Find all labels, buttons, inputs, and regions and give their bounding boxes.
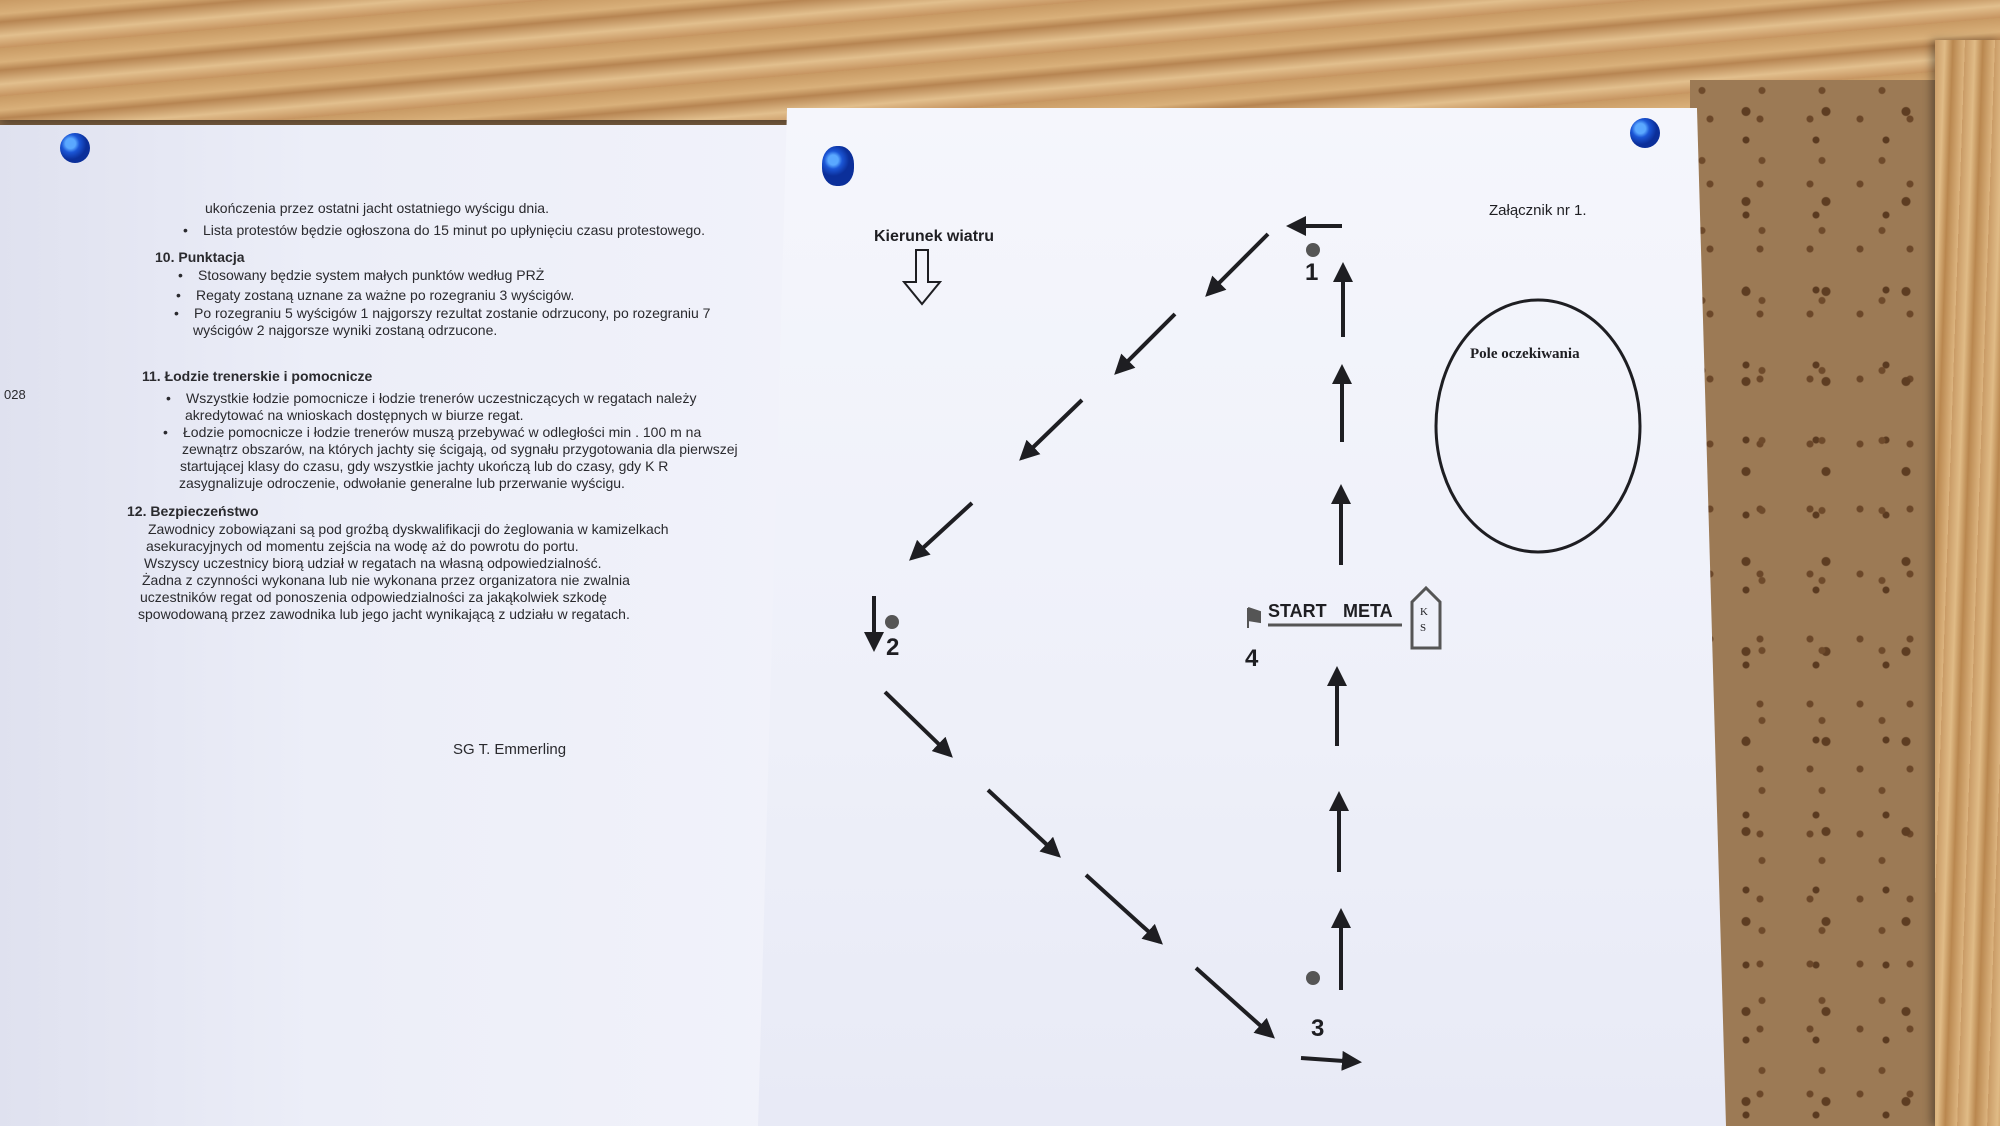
mark-2-label: 2 [886,634,900,661]
signature: SG T. Emmerling [453,741,567,758]
text-line: Zawodnicy zobowiązani są pod groźbą dyskwalifikacji do żeglowania w kamizelkach [148,521,669,537]
section-11-title: 11. Łodzie trenerskie i pomocnicze [142,368,373,384]
text-line: zasygnalizuje odroczenie, odwołanie generalne lub przerwanie wyścigu. [179,475,625,491]
course-arrow [1208,234,1268,294]
text-line: • Lista protestów będzie ogłoszona do 15 minut po upłynięciu czasu protestowego. [203,222,705,239]
text-line: uczestników regat od ponoszenia odpowiedzialności za jakąkolwiek szkodę [140,589,607,605]
course-arrow [912,503,972,558]
side-page-fragment: 028 [4,387,26,402]
text-line: • Regaty zostaną uznane za ważne po rozegraniu 3 wyścigów. [196,287,574,304]
committee-boat-letter: K [1420,606,1428,618]
text-line: zewnątrz obszarów, na których jachty się ścigają, od sygnału przygotowania dla pierwszej [182,441,738,457]
waiting-area-ellipse [1436,300,1640,552]
mark-3-buoy [1306,971,1320,985]
committee-boat-icon [1412,588,1440,648]
waiting-area-label: Pole oczekiwania [1470,346,1580,362]
text-line: • Wszystkie łodzie pomocnicze i łodzie trenerów uczestniczących w regatach należy [186,390,696,407]
mark-1-buoy [1306,243,1320,257]
course-arrow [1196,968,1272,1036]
wind-arrow-icon [904,250,940,304]
course-arrow [1086,875,1160,942]
text-line: startującej klasy do czasu, gdy wszystkie jachty ukończą lub do czasy, gdy K R [180,458,669,474]
text-line: wyścigów 2 najgorsze wyniki zostaną odrzucone. [193,322,498,338]
section-12-title: 12. Bezpieczeństwo [127,503,259,519]
text-line: • Łodzie pomocnicze i łodzie trenerów muszą przebywać w odległości min . 100 m na [183,424,701,441]
course-arrow [1022,400,1082,458]
committee-boat-letter: S [1420,622,1427,634]
text-line: asekuracyjnych od momentu zejścia na wodę aż do powrotu do portu. [146,538,579,554]
mark-3-label: 3 [1311,1015,1325,1042]
mark-2-buoy [885,615,899,629]
section-10-title: 10. Punktacja [155,249,245,265]
text-line: spowodowaną przez zawodnika lub jego jacht wynikającą z udziału w regatach. [138,606,630,622]
text-line: • Stosowany będzie system małych punktów według PRŻ [198,267,544,284]
wind-direction-label: Kierunek wiatru [874,228,995,245]
mark-1-label: 1 [1305,259,1319,286]
course-arrow [988,790,1058,855]
text-line: Żadna z czynności wykonana lub nie wykonana przez organizatora nie zwalnia [142,572,630,588]
attachment-label: Załącznik nr 1. [1489,202,1587,219]
mark-4-label: 4 [1245,645,1259,672]
text-line: • Po rozegraniu 5 wyścigów 1 najgorszy rezultat zostanie odrzucony, po rozegraniu 7 [194,305,710,322]
course-arrow [1301,1058,1358,1062]
push-pin-icon [1630,118,1660,148]
finish-label: META [1343,601,1393,621]
course-arrow [1117,314,1175,372]
course-arrows [874,226,1358,1062]
text-line: Wszyscy uczestnicy biorą udział w regatach na własną odpowiedzialność. [144,555,602,571]
text-line: ukończenia przez ostatni jacht ostatniego wyścigu dnia. [205,200,549,216]
text-line: akredytować na wnioskach dostępnych w biurze regat. [185,407,524,423]
start-flag-icon [1248,608,1260,628]
course-arrow [885,692,950,755]
push-pin-icon [822,146,854,186]
start-label: START [1268,601,1327,621]
push-pin-icon [60,133,90,163]
